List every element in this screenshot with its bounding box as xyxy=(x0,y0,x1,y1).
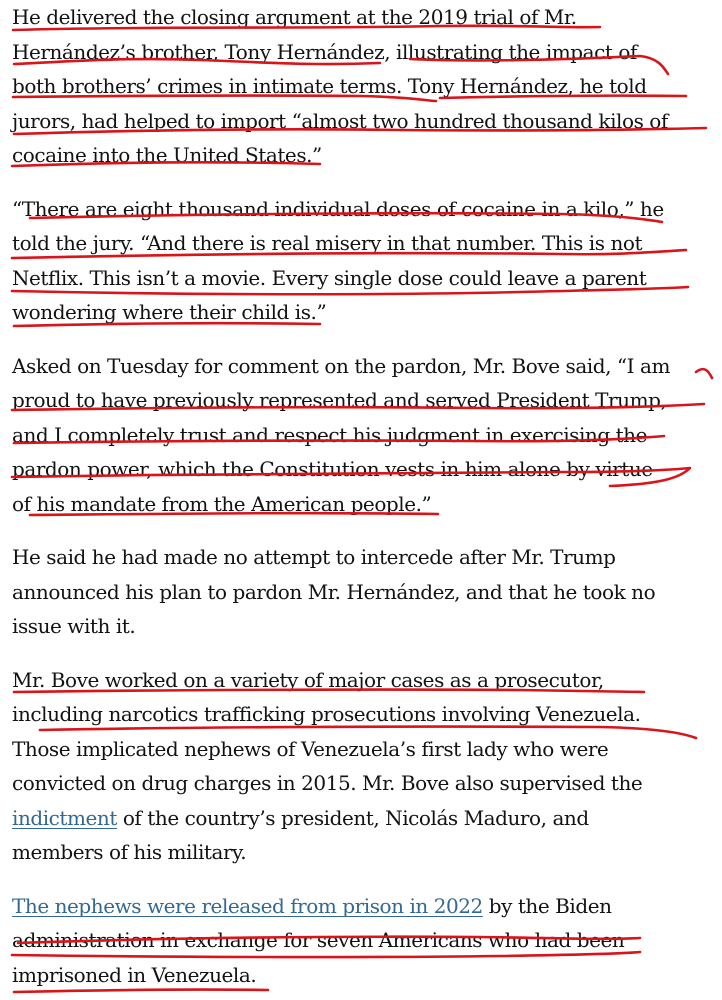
nephews-released-link[interactable]: The nephews were released from prison in 2022 xyxy=(12,893,483,918)
text-line: jurors, had helped to import “almost two hundred thousand kilos of xyxy=(12,108,668,133)
paragraph-nephews-released xyxy=(12,889,712,993)
text-line: issue with it. xyxy=(12,614,136,638)
text-line: Mr. Bove worked on a variety of major cases as a prosecutor, xyxy=(12,667,604,692)
text-line: and I completely trust and respect his judgment in exercising the xyxy=(12,422,647,447)
text-line: Hernández’s brother, Tony Hernández, illustrating the impact of xyxy=(12,39,637,64)
text-line: announced his plan to pardon Mr. Hernández, and that he took no xyxy=(12,579,656,604)
paragraph-prosecutor-cases xyxy=(12,663,712,870)
text-line xyxy=(12,889,712,924)
text-span: by the Biden xyxy=(482,893,612,918)
text-line: wondering where their child is.” xyxy=(12,300,327,324)
text-line: He said he had made no attempt to intercede after Mr. Trump xyxy=(12,545,616,569)
text-line: He delivered the closing argument at the 2019 trial of Mr. xyxy=(12,5,577,29)
text-span: of the country’s president, Nicolás Maduro, and xyxy=(116,805,589,830)
text-line: administration in exchange for seven Americans who had been xyxy=(12,928,625,952)
text-line: imprisoned in Venezuela. xyxy=(12,962,257,987)
text-line: “There are eight thousand individual doses of cocaine in a kilo,” he xyxy=(12,196,664,221)
text-line: Netflix. This isn’t a movie. Every single dose could leave a parent xyxy=(12,265,647,290)
article-body xyxy=(12,0,712,992)
text-line: told the jury. “And there is real misery in that number. This is not xyxy=(12,231,643,255)
indictment-link[interactable]: indictment xyxy=(12,805,117,830)
text-line: of his mandate from the American people.” xyxy=(12,491,432,516)
text-line: both brothers’ crimes in intimate terms. Tony Hernández, he told xyxy=(12,74,647,98)
paragraph-closing-argument xyxy=(12,0,712,173)
text-line: cocaine into the United States.” xyxy=(12,143,322,167)
paragraph-jury-quote xyxy=(12,192,712,330)
text-line: convicted on drug charges in 2015. Mr. Bove also supervised the xyxy=(12,771,643,795)
text-line: proud to have previously represented and served President Trump, xyxy=(12,388,667,412)
text-line: members of his military. xyxy=(12,840,247,864)
paragraph-no-attempt xyxy=(12,540,712,644)
text-line: Asked on Tuesday for comment on the pardon, Mr. Bove said, “I am xyxy=(12,353,671,378)
paragraph-bove-comment xyxy=(12,349,712,522)
text-line: Those implicated nephews of Venezuela’s first lady who were xyxy=(12,736,609,761)
text-line xyxy=(12,801,712,836)
text-line: pardon power, which the Constitution vests in him alone by virtue xyxy=(12,457,653,481)
text-line: including narcotics trafficking prosecutions involving Venezuela. xyxy=(12,702,641,726)
